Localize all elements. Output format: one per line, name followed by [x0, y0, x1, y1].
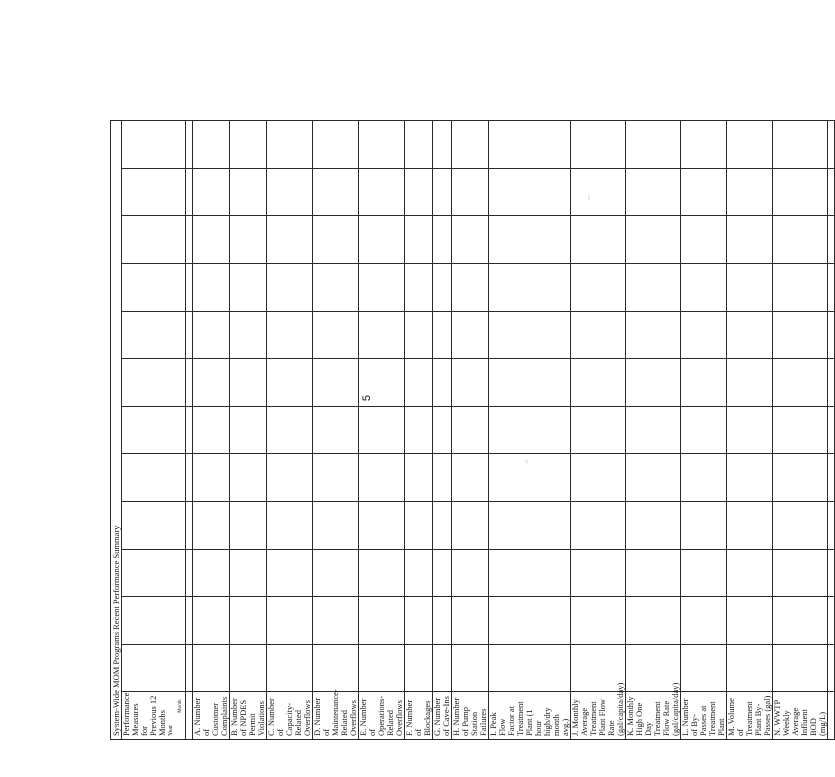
data-entry-cell[interactable] — [452, 359, 489, 407]
table-header-row — [122, 121, 186, 740]
data-entry-cell[interactable] — [193, 597, 230, 645]
data-entry-cell[interactable] — [727, 501, 773, 549]
data-entry-cell[interactable] — [193, 359, 230, 407]
data-entry-cell[interactable] — [359, 168, 405, 216]
data-entry-cell[interactable] — [230, 597, 267, 645]
data-entry-cell[interactable] — [313, 216, 359, 264]
data-entry-cell[interactable] — [230, 549, 267, 597]
data-entry-cell[interactable] — [359, 311, 405, 359]
data-entry-cell[interactable] — [313, 549, 359, 597]
data-entry-cell[interactable] — [193, 644, 230, 692]
data-entry-cell[interactable] — [433, 406, 452, 454]
data-entry-cell[interactable] — [193, 454, 230, 502]
data-entry-cell[interactable] — [489, 359, 571, 407]
header-month-cell[interactable] — [122, 644, 186, 692]
data-entry-cell[interactable] — [267, 597, 313, 645]
data-entry-cell[interactable] — [405, 454, 433, 502]
data-entry-cell[interactable] — [405, 263, 433, 311]
header-month-cell[interactable] — [122, 263, 186, 311]
blank-cell — [186, 549, 193, 597]
data-entry-cell[interactable] — [681, 454, 727, 502]
data-entry-cell[interactable] — [773, 501, 828, 549]
header-month-cell[interactable] — [122, 597, 186, 645]
data-entry-cell[interactable] — [773, 454, 828, 502]
data-entry-cell[interactable] — [727, 359, 773, 407]
data-entry-cell[interactable] — [681, 121, 727, 169]
data-entry-cell[interactable] — [359, 549, 405, 597]
data-entry-cell[interactable] — [571, 263, 626, 311]
data-entry-cell[interactable] — [405, 216, 433, 264]
table-row — [267, 121, 313, 740]
data-entry-cell[interactable] — [626, 549, 681, 597]
data-entry-cell[interactable] — [230, 263, 267, 311]
month-label: Month — [178, 699, 183, 713]
data-entry-cell[interactable] — [193, 121, 230, 169]
data-entry-cell[interactable] — [452, 454, 489, 502]
data-entry-cell[interactable] — [681, 168, 727, 216]
data-entry-cell[interactable] — [267, 501, 313, 549]
data-entry-cell[interactable] — [433, 121, 452, 169]
table-title: System-Wide MOM Programs Recent Performance Summary — [111, 121, 122, 740]
blank-cell — [186, 216, 193, 264]
data-entry-cell[interactable] — [773, 121, 828, 169]
data-entry-cell[interactable] — [681, 549, 727, 597]
data-entry-cell[interactable] — [433, 549, 452, 597]
data-entry-cell[interactable] — [267, 311, 313, 359]
data-entry-cell[interactable] — [681, 263, 727, 311]
table-row — [773, 121, 828, 740]
data-entry-cell[interactable] — [727, 216, 773, 264]
data-entry-cell[interactable] — [405, 359, 433, 407]
data-entry-cell[interactable] — [681, 644, 727, 692]
header-month-cell[interactable] — [122, 501, 186, 549]
margin-mark: I — [588, 195, 590, 202]
data-entry-cell[interactable] — [433, 501, 452, 549]
data-entry-cell[interactable] — [193, 263, 230, 311]
blank-cell — [186, 121, 193, 169]
data-entry-cell[interactable] — [489, 311, 571, 359]
data-entry-cell[interactable] — [773, 597, 828, 645]
data-entry-cell[interactable] — [405, 121, 433, 169]
data-entry-cell[interactable] — [405, 644, 433, 692]
data-entry-cell[interactable] — [313, 644, 359, 692]
data-entry-cell[interactable] — [452, 121, 489, 169]
data-entry-cell[interactable] — [571, 121, 626, 169]
blank-cell — [828, 644, 835, 692]
data-entry-cell[interactable] — [571, 311, 626, 359]
data-entry-cell[interactable] — [773, 549, 828, 597]
blank-cell — [828, 549, 835, 597]
data-entry-cell[interactable] — [193, 549, 230, 597]
data-entry-cell[interactable] — [359, 121, 405, 169]
data-entry-cell[interactable] — [405, 168, 433, 216]
data-entry-cell[interactable] — [727, 644, 773, 692]
data-entry-cell[interactable] — [230, 644, 267, 692]
data-entry-cell[interactable] — [489, 168, 571, 216]
blank-cell — [828, 121, 835, 169]
blank-cell — [186, 644, 193, 692]
data-entry-cell[interactable] — [681, 216, 727, 264]
data-entry-cell[interactable] — [727, 549, 773, 597]
data-entry-cell[interactable] — [452, 644, 489, 692]
data-entry-cell[interactable] — [313, 359, 359, 407]
data-entry-cell[interactable] — [230, 311, 267, 359]
blank-cell — [186, 597, 193, 645]
data-entry-cell[interactable] — [452, 501, 489, 549]
blank-cell — [828, 597, 835, 645]
data-entry-cell[interactable] — [626, 501, 681, 549]
table-blank-row — [828, 121, 835, 740]
blank-cell — [186, 311, 193, 359]
header-month-cell[interactable] — [122, 359, 186, 407]
blank-cell — [828, 263, 835, 311]
data-entry-cell[interactable] — [727, 311, 773, 359]
data-entry-cell[interactable] — [452, 311, 489, 359]
data-entry-cell[interactable] — [681, 311, 727, 359]
data-entry-cell[interactable] — [230, 406, 267, 454]
data-entry-cell[interactable] — [230, 454, 267, 502]
blank-cell — [828, 359, 835, 407]
margin-mark: = — [524, 459, 532, 464]
data-entry-cell[interactable] — [773, 311, 828, 359]
measure-label: C. Number of Capacity-Related Overflows — [267, 692, 313, 740]
data-entry-cell[interactable] — [489, 501, 571, 549]
table-row — [681, 121, 727, 740]
measure-label: H. Number of Pump Station Failures — [452, 692, 489, 740]
data-entry-cell[interactable] — [433, 454, 452, 502]
data-entry-cell[interactable] — [267, 359, 313, 407]
table-row — [359, 121, 405, 740]
blank-cell — [828, 216, 835, 264]
data-entry-cell[interactable] — [359, 644, 405, 692]
data-entry-cell[interactable] — [452, 216, 489, 264]
data-entry-cell[interactable] — [489, 549, 571, 597]
data-entry-cell[interactable] — [267, 454, 313, 502]
data-entry-cell[interactable] — [773, 216, 828, 264]
data-entry-cell[interactable] — [727, 121, 773, 169]
data-entry-cell[interactable] — [489, 406, 571, 454]
data-entry-cell[interactable] — [313, 406, 359, 454]
data-entry-cell[interactable] — [452, 597, 489, 645]
data-entry-cell[interactable] — [626, 359, 681, 407]
measure-label: N. WWTP Weekly Average Influent BOD (mg/L) — [773, 692, 828, 740]
data-entry-cell[interactable] — [626, 216, 681, 264]
data-entry-cell[interactable] — [452, 406, 489, 454]
measure-label: B. Number of NPDES Permit Violations — [230, 692, 267, 740]
data-entry-cell[interactable] — [405, 501, 433, 549]
data-entry-cell[interactable] — [230, 168, 267, 216]
data-entry-cell[interactable] — [267, 644, 313, 692]
header-month-cell[interactable] — [122, 549, 186, 597]
measure-label: K. Monthly High One Day Treatment Flow Rate (gal/capita/day) — [626, 692, 681, 740]
header-label-cell — [122, 692, 186, 740]
measure-label: E. Number of Operations-Related Overflows — [359, 692, 405, 740]
data-entry-cell[interactable] — [405, 406, 433, 454]
data-entry-cell[interactable] — [773, 263, 828, 311]
data-entry-cell[interactable] — [773, 406, 828, 454]
data-entry-cell[interactable] — [359, 501, 405, 549]
measure-label: I. Peak Flow Factor at Treatment Plant (1 hour high/dry month avg.) — [489, 692, 571, 740]
data-entry-cell[interactable] — [727, 263, 773, 311]
data-entry-cell[interactable] — [359, 597, 405, 645]
table-row — [452, 121, 489, 740]
data-entry-cell[interactable] — [626, 454, 681, 502]
measure-label: G. Number of Cave-Ins — [433, 692, 452, 740]
blank-cell — [828, 311, 835, 359]
data-entry-cell[interactable] — [267, 121, 313, 169]
data-entry-cell[interactable] — [359, 454, 405, 502]
data-entry-cell[interactable] — [313, 121, 359, 169]
data-entry-cell[interactable] — [433, 597, 452, 645]
data-entry-cell[interactable] — [433, 359, 452, 407]
data-entry-cell[interactable] — [452, 549, 489, 597]
data-entry-cell[interactable] — [571, 454, 626, 502]
data-entry-cell[interactable] — [433, 644, 452, 692]
data-entry-cell[interactable] — [571, 216, 626, 264]
table-row — [433, 121, 452, 740]
blank-cell — [186, 263, 193, 311]
data-entry-cell[interactable] — [433, 216, 452, 264]
data-entry-cell[interactable] — [571, 501, 626, 549]
data-entry-cell[interactable] — [267, 549, 313, 597]
measure-label: D. Number of Maintenance-Related Overflows — [313, 692, 359, 740]
blank-cell — [828, 406, 835, 454]
data-entry-cell[interactable] — [727, 454, 773, 502]
measure-label: F. Number of Blockages — [405, 692, 433, 740]
table-row — [626, 121, 681, 740]
data-entry-cell[interactable] — [313, 597, 359, 645]
blank-cell — [186, 406, 193, 454]
data-entry-cell[interactable] — [681, 501, 727, 549]
data-entry-cell[interactable] — [433, 263, 452, 311]
header-month-cell[interactable] — [122, 454, 186, 502]
data-entry-cell[interactable] — [433, 168, 452, 216]
data-entry-cell[interactable] — [727, 168, 773, 216]
data-entry-cell[interactable] — [193, 501, 230, 549]
data-entry-cell[interactable] — [230, 121, 267, 169]
data-entry-cell[interactable] — [313, 311, 359, 359]
measure-label: L. Number of By-Passes at Treatment Plant — [681, 692, 727, 740]
data-entry-cell[interactable] — [626, 263, 681, 311]
data-entry-cell[interactable] — [626, 311, 681, 359]
data-entry-cell[interactable] — [267, 263, 313, 311]
data-entry-cell[interactable] — [626, 168, 681, 216]
header-month-cell[interactable] — [122, 168, 186, 216]
blank-cell — [186, 168, 193, 216]
data-entry-cell[interactable] — [571, 406, 626, 454]
data-entry-cell[interactable] — [773, 168, 828, 216]
data-entry-cell[interactable] — [489, 644, 571, 692]
data-entry-cell[interactable] — [313, 454, 359, 502]
header-month-cell[interactable] — [122, 216, 186, 264]
table-blank-row — [186, 121, 193, 740]
blank-cell — [828, 501, 835, 549]
data-entry-cell[interactable] — [626, 121, 681, 169]
data-entry-cell[interactable] — [452, 263, 489, 311]
data-entry-cell[interactable] — [571, 549, 626, 597]
table-row — [727, 121, 773, 740]
data-entry-cell[interactable] — [193, 311, 230, 359]
header-month-cell[interactable] — [122, 311, 186, 359]
data-entry-cell[interactable] — [193, 168, 230, 216]
table-row — [230, 121, 267, 740]
table-row — [405, 121, 433, 740]
measure-label: A. Number of Customer Complaints — [193, 692, 230, 740]
data-entry-cell[interactable] — [452, 168, 489, 216]
measure-label: J. Monthly Average Treatment Plant Flow Rate (gal/capita/day) — [571, 692, 626, 740]
data-entry-cell[interactable] — [489, 263, 571, 311]
data-entry-cell[interactable] — [681, 406, 727, 454]
performance-summary-table — [110, 120, 835, 740]
data-entry-cell[interactable] — [230, 501, 267, 549]
performance-summary-table-container — [110, 120, 827, 740]
data-entry-cell[interactable] — [313, 501, 359, 549]
table-row — [571, 121, 626, 740]
blank-cell — [186, 454, 193, 502]
data-entry-cell[interactable] — [727, 406, 773, 454]
year-label: Year — [168, 724, 174, 736]
page-number: 5 — [361, 394, 374, 402]
data-entry-cell[interactable] — [230, 216, 267, 264]
header-month-cell[interactable] — [122, 406, 186, 454]
measure-label: M. Volume of Treatment Plant By-Passes (gal) — [727, 692, 773, 740]
data-entry-cell[interactable] — [359, 216, 405, 264]
blank-cell — [186, 501, 193, 549]
data-entry-cell[interactable] — [626, 597, 681, 645]
data-entry-cell[interactable] — [359, 263, 405, 311]
data-entry-cell[interactable] — [727, 597, 773, 645]
table-title-row — [111, 121, 122, 740]
data-entry-cell[interactable] — [571, 359, 626, 407]
data-entry-cell[interactable] — [405, 549, 433, 597]
data-entry-cell[interactable] — [405, 597, 433, 645]
data-entry-cell[interactable] — [267, 406, 313, 454]
data-entry-cell[interactable] — [626, 406, 681, 454]
data-entry-cell[interactable] — [313, 263, 359, 311]
data-entry-cell[interactable] — [489, 216, 571, 264]
blank-cell — [828, 692, 835, 740]
header-label: Performance Measures for Previous 12 Months — [121, 692, 167, 736]
data-entry-cell[interactable] — [773, 359, 828, 407]
data-entry-cell[interactable] — [681, 359, 727, 407]
blank-cell — [828, 168, 835, 216]
data-entry-cell[interactable] — [773, 644, 828, 692]
data-entry-cell[interactable] — [267, 216, 313, 264]
data-entry-cell[interactable] — [193, 406, 230, 454]
data-entry-cell[interactable] — [193, 216, 230, 264]
data-entry-cell[interactable] — [681, 597, 727, 645]
data-entry-cell[interactable] — [313, 168, 359, 216]
data-entry-cell[interactable] — [489, 597, 571, 645]
data-entry-cell[interactable] — [489, 121, 571, 169]
data-entry-cell[interactable] — [267, 168, 313, 216]
data-entry-cell[interactable] — [359, 406, 405, 454]
table-row — [313, 121, 359, 740]
header-month-cell[interactable] — [122, 121, 186, 169]
table-row — [489, 121, 571, 740]
data-entry-cell[interactable] — [433, 311, 452, 359]
table-row — [193, 121, 230, 740]
blank-cell — [186, 359, 193, 407]
data-entry-cell[interactable] — [571, 168, 626, 216]
blank-cell — [828, 454, 835, 502]
data-entry-cell[interactable] — [571, 597, 626, 645]
data-entry-cell[interactable] — [405, 311, 433, 359]
data-entry-cell[interactable] — [230, 359, 267, 407]
